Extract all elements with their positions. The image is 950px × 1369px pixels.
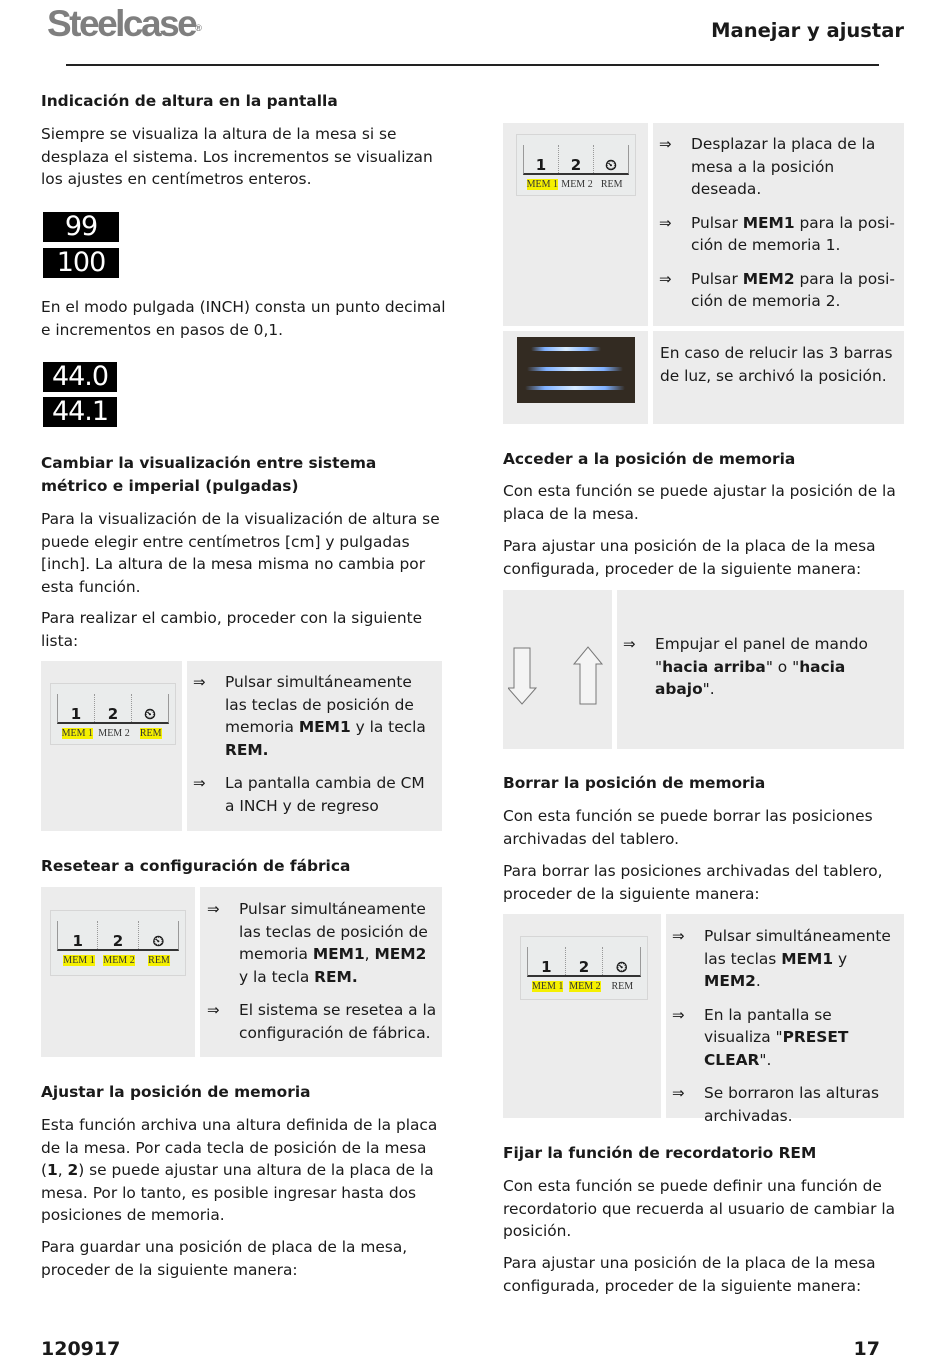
label-mem1: MEM 1	[526, 179, 559, 190]
step-list	[659, 133, 899, 324]
heading-recall-memory: Acceder a la posición de memoria	[503, 450, 796, 468]
step-text: El sistema se resetea a la configuración de fábrica.	[239, 1001, 437, 1042]
keypad-image	[520, 936, 648, 1000]
text-run-bold: 2	[67, 1161, 79, 1179]
key-mem1: 1	[58, 921, 98, 949]
step-text: .	[755, 972, 761, 990]
label-mem2: MEM 2	[98, 728, 130, 739]
lcd-value: 100	[43, 248, 119, 278]
step-text: En la pantalla se visualiza "	[704, 1005, 832, 1046]
step-list	[672, 925, 900, 1138]
list-item	[207, 898, 439, 988]
keypad-image	[516, 134, 636, 196]
step-text: ".	[702, 680, 715, 698]
label-rem: REM	[148, 955, 170, 966]
arrow-right-icon: ⇒	[672, 1005, 685, 1024]
step-text: para la posición de memoria 1.	[691, 213, 895, 254]
step-text: Se borraron las alturas archivadas.	[704, 1084, 880, 1125]
brand-logo	[47, 4, 202, 44]
key-name: REM.	[225, 740, 269, 759]
key-name: hacia arriba	[662, 657, 766, 676]
list-item	[672, 1082, 900, 1127]
display-message: PRESET CLEAR	[704, 1028, 849, 1069]
list-item	[193, 772, 438, 817]
list-item	[659, 212, 899, 257]
key-name: MEM1	[742, 213, 795, 232]
heading-reminder-rem: Fijar la función de recordatorio REM	[503, 1144, 817, 1162]
heading-height-display: Indicación de altura en la pantalla	[41, 92, 338, 110]
paragraph: Con esta función se puede definir una función de recordatorio que recuerda al usuario de cambiar la posición.	[503, 1177, 896, 1240]
arrow-right-icon: ⇒	[193, 774, 206, 792]
arrow-right-icon: ⇒	[207, 900, 220, 918]
lcd-value: 99	[43, 212, 119, 242]
arrow-right-icon: ⇒	[193, 673, 206, 691]
light-bar	[531, 347, 601, 351]
label-mem1: MEM 1	[61, 728, 94, 739]
list-item	[672, 1004, 900, 1072]
note-text: En caso de relucir las 3 barras de luz, se archivó la posición.	[660, 344, 893, 385]
arrow-right-icon: ⇒	[672, 927, 685, 945]
step-text: Pulsar simultáneamente las teclas de posición de memoria	[239, 900, 428, 963]
step-text: ".	[759, 1050, 772, 1069]
key-name: MEM2	[742, 269, 795, 288]
text-run: Esta función archiva una altura definida de la placa de la mesa. Por cada tecla de posición de la mesa (	[41, 1116, 438, 1179]
label-mem1: MEM 1	[63, 955, 95, 966]
heading-factory-reset: Resetear a configuración de fábrica	[41, 857, 351, 875]
key-mem1: 1	[528, 947, 566, 975]
key-name: MEM2	[374, 945, 427, 963]
key-rem-icon: ⏲	[152, 932, 165, 950]
step-text: La pantalla cambia de CM a INCH y de regreso	[225, 774, 425, 815]
arrow-right-icon: ⇒	[659, 213, 672, 232]
paragraph: Para borrar las posiciones archivadas del tablero, proceder de la siguiente manera:	[503, 862, 883, 903]
paragraph: En el modo pulgada (INCH) consta un punto decimal e incrementos en pasos de 0,1.	[41, 298, 446, 339]
paragraph	[41, 1114, 446, 1227]
header-divider	[66, 64, 879, 66]
key-mem2: 2	[559, 145, 594, 173]
step-text: Pulsar	[691, 213, 743, 232]
step-text: ,	[364, 945, 375, 963]
list-item	[672, 925, 900, 993]
label-mem2: MEM 2	[561, 179, 593, 190]
heading-delete-memory: Borrar la posición de memoria	[503, 774, 766, 792]
key-mem2: 2	[95, 694, 132, 722]
key-mem2: 2	[566, 947, 604, 975]
keypad-image	[50, 910, 186, 976]
page-number: 17	[853, 1338, 880, 1360]
list-item	[659, 268, 899, 313]
lcd-display-cm	[43, 212, 119, 278]
label-mem1: MEM 1	[531, 981, 564, 992]
paragraph: Para realizar el cambio, proceder con la siguiente lista:	[41, 609, 423, 650]
text-run-bold: 1	[47, 1161, 58, 1179]
step-text: y la tecla	[350, 718, 426, 736]
step-text: y	[833, 949, 848, 968]
key-mem1: 1	[524, 145, 559, 173]
key-rem-icon: ⏲	[615, 958, 628, 976]
key-name: hacia abajo	[655, 657, 846, 698]
key-rem-icon: ⏲	[605, 156, 617, 174]
paragraph: Para ajustar una posición de la placa de la mesa configurada, proceder de la siguiente manera:	[503, 1254, 876, 1295]
up-down-arrows-icon	[508, 644, 608, 708]
arrow-right-icon: ⇒	[672, 1084, 685, 1102]
lcd-display-inch	[43, 362, 117, 427]
step-text: " o "	[765, 657, 800, 676]
light-bar	[527, 367, 623, 371]
list-item	[659, 133, 899, 201]
arrow-right-icon: ⇒	[623, 635, 636, 653]
list-item	[623, 633, 898, 701]
label-rem: REM	[600, 179, 623, 190]
lcd-value: 44.1	[43, 397, 117, 427]
step-text: Empujar el panel de mando "	[655, 635, 868, 676]
brand-name: Steelcase	[47, 3, 196, 44]
heading-set-memory: Ajustar la posición de memoria	[41, 1083, 311, 1101]
paragraph: Para ajustar una posición de la placa de la mesa configurada, proceder de la siguiente manera:	[503, 537, 876, 578]
paragraph: Para la visualización de la visualización de altura se puede elegir entre centímetros [cm] y pulgadas [inch]. La altura de la mesa misma no cambia por esta función.	[41, 510, 440, 596]
registered-mark: ®	[195, 23, 202, 33]
step-list	[193, 671, 438, 828]
step-text: y la tecla	[239, 967, 315, 986]
heading-metric-imperial: Cambiar la visualización entre sistema métrico e imperial (pulgadas)	[41, 454, 377, 495]
arrow-right-icon: ⇒	[659, 135, 672, 153]
paragraph: Con esta función se puede borrar las posiciones archivadas del tablero.	[503, 807, 873, 848]
light-bars-image	[517, 337, 635, 403]
keypad-image	[50, 683, 176, 745]
key-name: REM.	[314, 967, 358, 986]
key-name: MEM2	[704, 972, 756, 990]
paragraph: Siempre se visualiza la altura de la mesa si se desplaza el sistema. Los incrementos se visualizan los ajustes en centímetros enteros.	[41, 125, 433, 188]
key-name: MEM1	[312, 945, 365, 963]
arrow-right-icon: ⇒	[659, 269, 672, 288]
paragraph: Para guardar una posición de placa de la mesa, proceder de la siguiente manera:	[41, 1238, 408, 1279]
label-mem2: MEM 2	[569, 981, 601, 992]
key-mem1: 1	[58, 694, 95, 722]
step-list	[623, 633, 898, 712]
step-text: Pulsar simultáneamente las teclas de posición de memoria	[225, 673, 414, 736]
key-name: MEM1	[781, 949, 834, 968]
lcd-value: 44.0	[43, 362, 117, 392]
text-run: ,	[57, 1161, 68, 1179]
step-list	[207, 898, 439, 1055]
key-mem2: 2	[98, 921, 138, 949]
list-item	[207, 999, 439, 1044]
section-title: Manejar y ajustar	[711, 19, 904, 42]
label-mem2: MEM 2	[103, 955, 135, 966]
step-text: Pulsar	[691, 269, 743, 288]
list-item	[193, 671, 438, 761]
key-rem-icon: ⏲	[144, 705, 156, 723]
arrow-right-icon: ⇒	[207, 1001, 220, 1019]
step-text: Pulsar simultáneamente las teclas	[704, 927, 891, 968]
label-rem: REM	[611, 981, 634, 992]
doc-number: 120917	[41, 1338, 121, 1360]
light-bar	[525, 386, 625, 390]
paragraph: Con esta función se puede ajustar la posición de la placa de la mesa.	[503, 482, 896, 523]
step-text: Desplazar la placa de la mesa a la posición deseada.	[691, 135, 876, 198]
label-rem: REM	[139, 728, 162, 739]
key-name: MEM1	[298, 718, 351, 736]
step-text: para la posición de memoria 2.	[691, 269, 895, 310]
text-run: ) se puede ajustar una altura de la placa de la mesa. Por lo tanto, es posible ingresar hasta dos posiciones de memoria.	[41, 1161, 434, 1224]
